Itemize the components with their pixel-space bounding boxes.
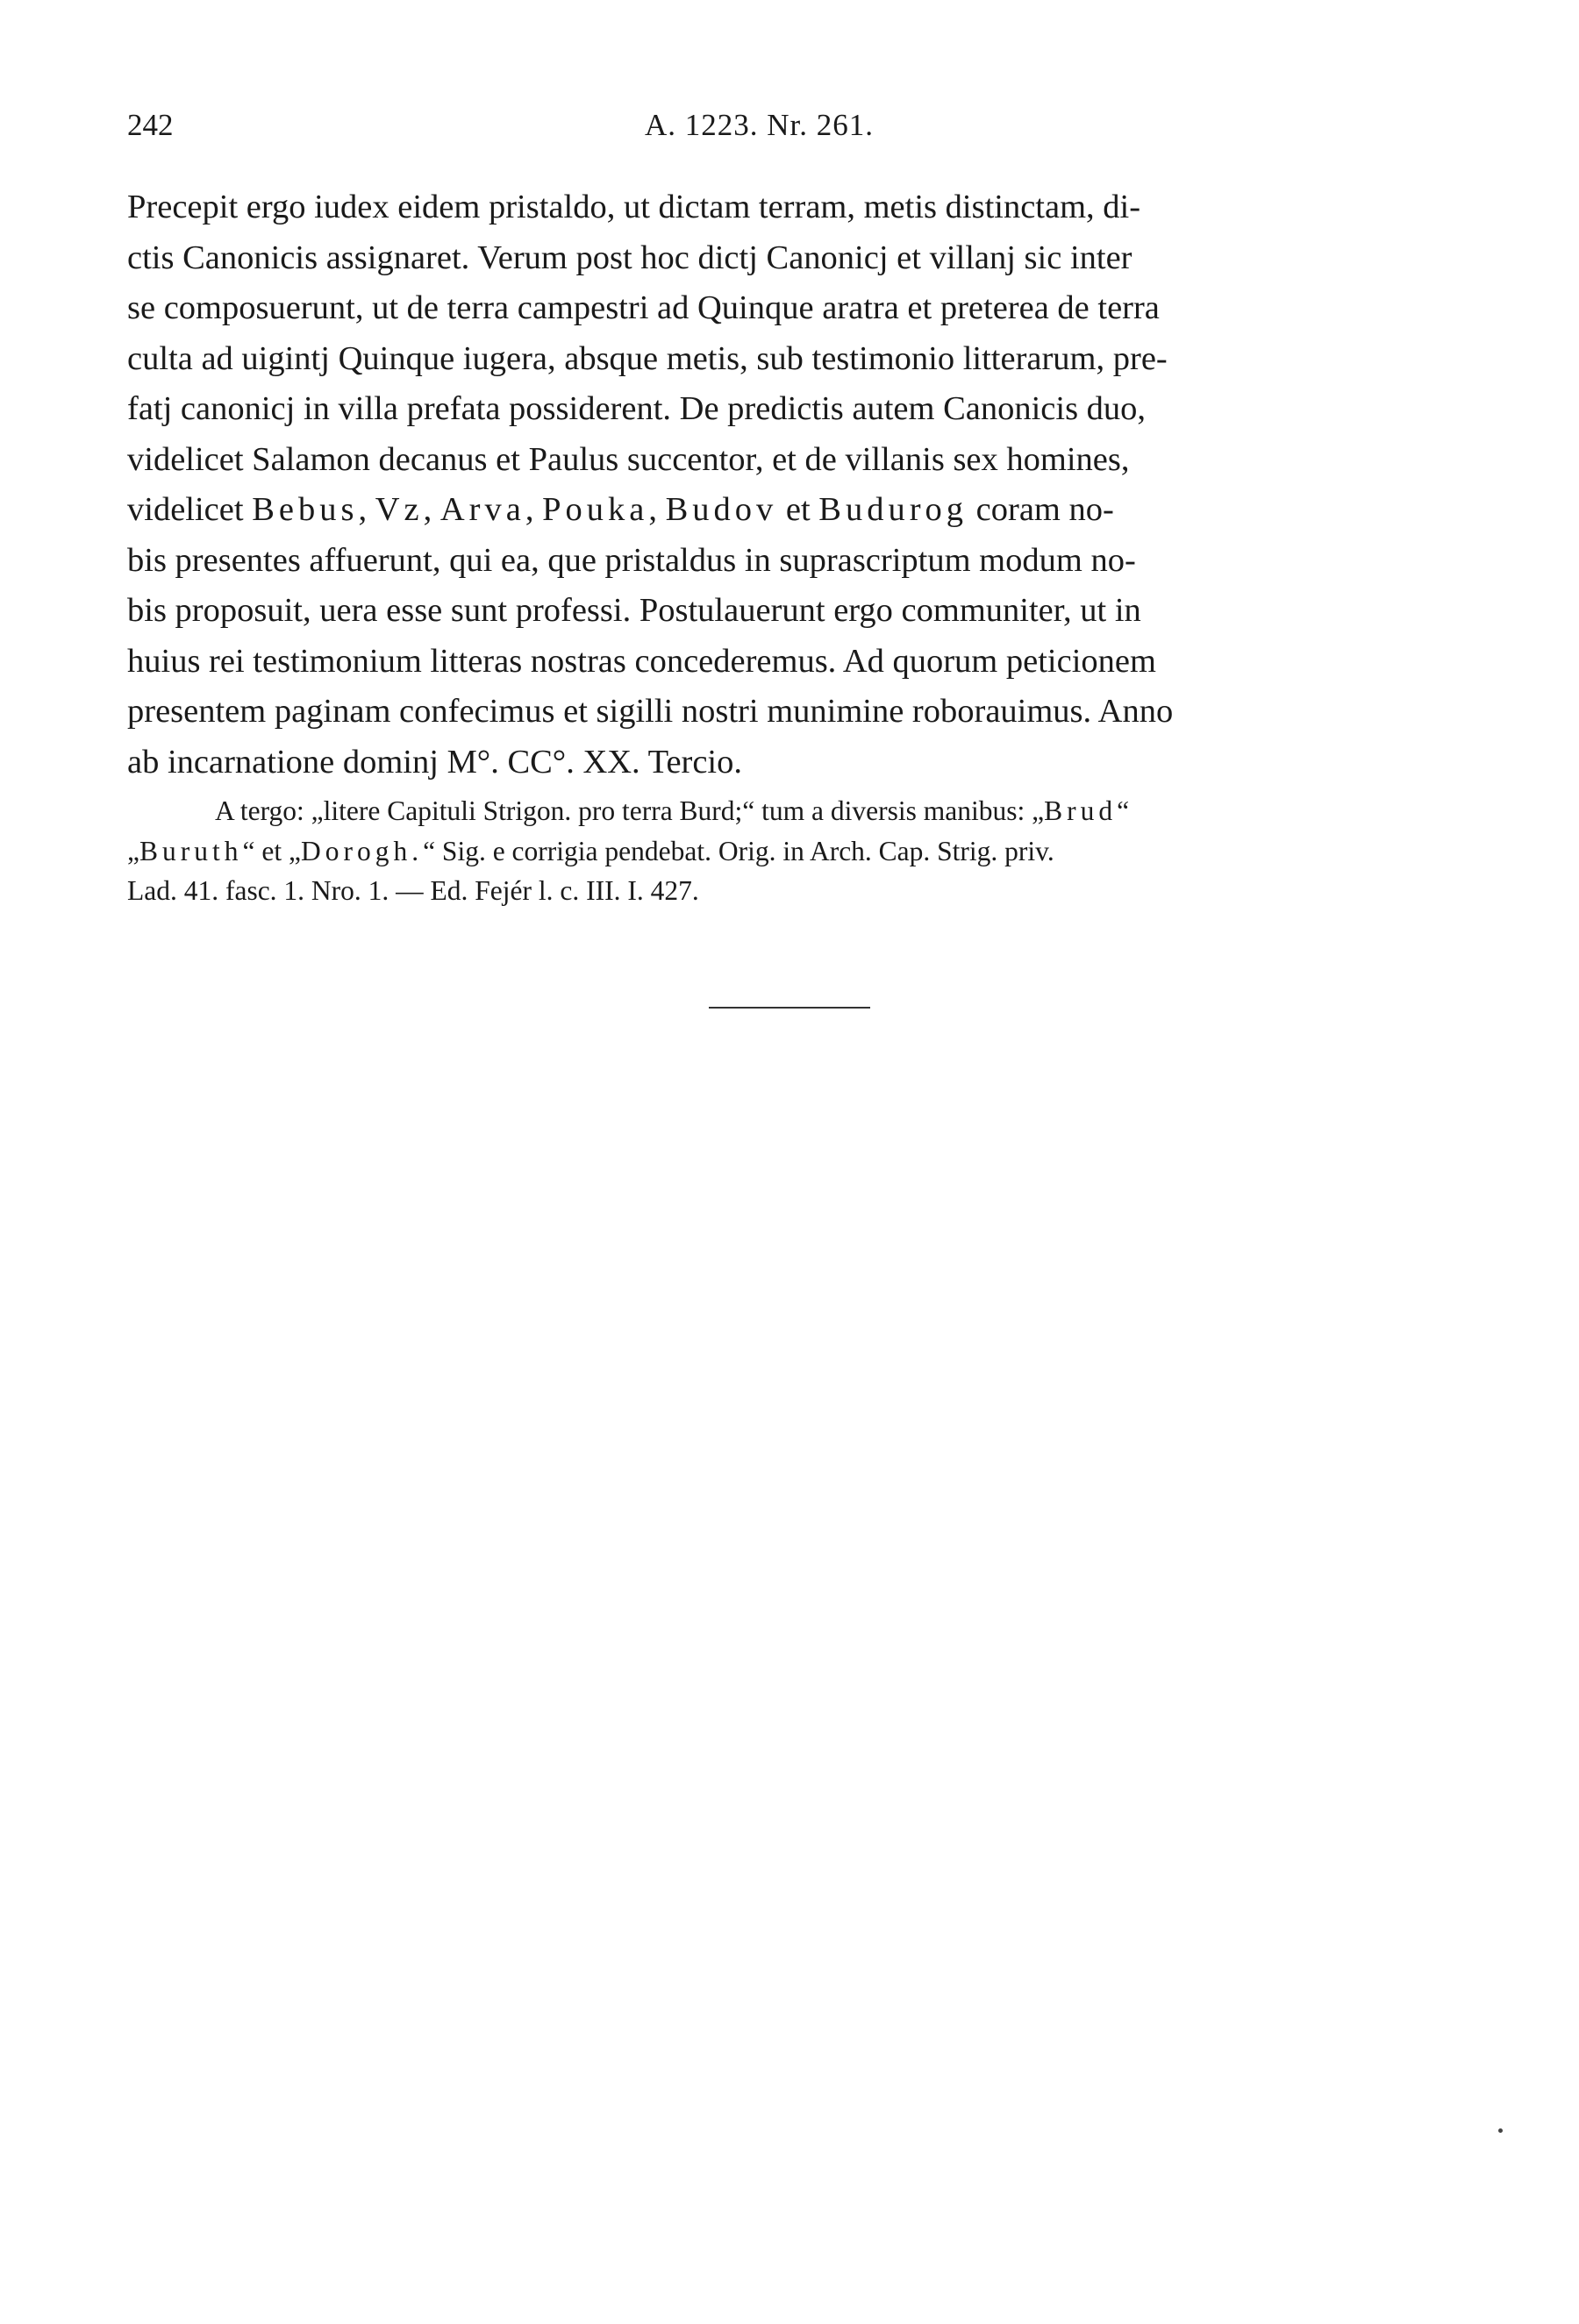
- text-fragment: coram no-: [968, 491, 1114, 528]
- note-fragment: A tergo: „litere Capituli Strigon. pro terra Burd;“ tum a diversis manibus: „: [215, 795, 1045, 826]
- place-name: Dorogh.: [300, 835, 424, 866]
- charter-text: [127, 182, 1452, 788]
- place-name: Buruth: [139, 835, 243, 866]
- place-name: Brud: [1044, 795, 1118, 826]
- note-fragment: “ et „: [242, 835, 301, 866]
- text-line: huius rei testimonium litteras nostras concederemus. Ad quorum peticionem: [127, 642, 1156, 680]
- person-name: Pouka: [542, 491, 649, 528]
- running-head: A. 1223. Nr. 261.: [645, 108, 875, 142]
- person-name: Vz: [375, 491, 424, 528]
- separator: ,: [358, 491, 375, 528]
- section-divider: [709, 1007, 870, 1009]
- person-name: Budov: [665, 491, 778, 528]
- note-line: Lad. 41. fasc. 1. Nro. 1. — Ed. Fejér l. c. III. I. 427.: [127, 875, 699, 906]
- page-number: 242: [127, 108, 174, 142]
- editorial-note: [127, 791, 1452, 911]
- text-line: videlicet Salamon decanus et Paulus succentor, et de villanis sex homines,: [127, 440, 1130, 478]
- text-line: fatj canonicj in villa prefata possiderent. De predictis autem Canonicis duo,: [127, 390, 1147, 427]
- note-fragment: „: [127, 835, 139, 866]
- note-fragment: “ Sig. e corrigia pendebat. Orig. in Arch. Cap. Strig. priv.: [423, 835, 1054, 866]
- note-line: [127, 831, 1452, 872]
- person-name: Arva: [439, 491, 525, 528]
- text-line: culta ad uigintj Quinque iugera, absque metis, sub testimonio litterarum, pre-: [127, 339, 1168, 377]
- text-line: bis presentes affuerunt, qui ea, que pristaldus in suprascriptum modum no-: [127, 541, 1136, 579]
- text-line: se composuerunt, ut de terra campestri ad Quinque aratra et preterea de terra: [127, 289, 1160, 326]
- text-line: ctis Canonicis assignaret. Verum post hoc dictj Canonicj et villanj sic inter: [127, 239, 1132, 276]
- note-fragment: “: [1117, 795, 1130, 826]
- text-line: presentem paginam confecimus et sigilli nostri munimine roborauimus. Anno: [127, 693, 1174, 730]
- text-line-names: [127, 485, 1452, 536]
- person-name: Bebus: [252, 491, 359, 528]
- conjunction: et: [777, 491, 819, 528]
- separator: ,: [525, 491, 543, 528]
- text-line: Precepit ergo iudex eidem pristaldo, ut dictam terram, metis distinctam, di-: [127, 189, 1141, 225]
- text-line: bis proposuit, uera esse sunt professi. Postulauerunt ergo communiter, ut in: [127, 592, 1141, 629]
- person-name: Budurog: [818, 491, 968, 528]
- separator: ,: [648, 491, 666, 528]
- scan-speck: [1498, 2128, 1503, 2133]
- separator: ,: [423, 491, 440, 528]
- note-line: [127, 791, 1452, 831]
- page-header: [127, 103, 1452, 147]
- text-line: ab incarnatione dominj M°. CC°. XX. Tercio.: [127, 743, 743, 781]
- text-fragment: videlicet: [127, 491, 253, 528]
